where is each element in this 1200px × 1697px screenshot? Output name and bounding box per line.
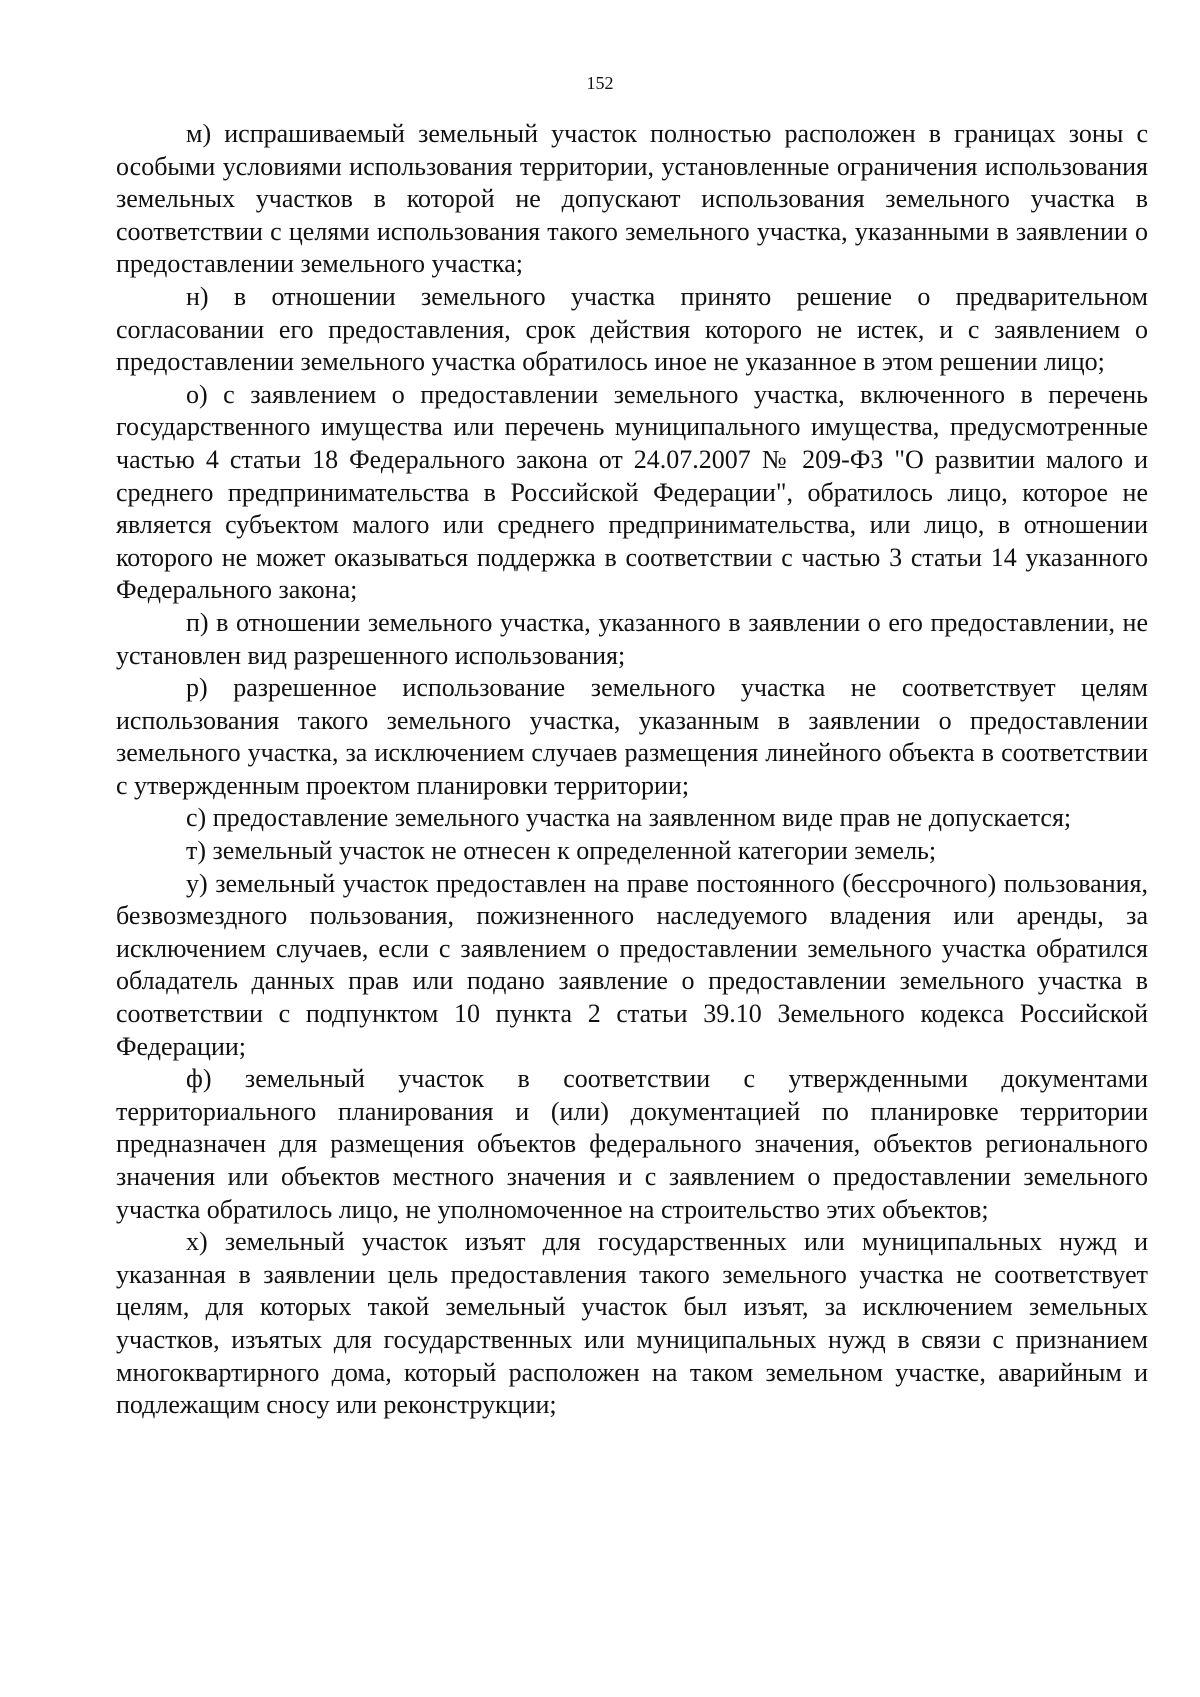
paragraph-p: п) в отношении земельного участка, указанного в заявлении о его предоставлении, не установлен вид разрешенного использования; <box>116 607 1148 670</box>
page-number: 152 <box>586 73 614 93</box>
paragraph-r: р) разрешенное использование земельного участка не соответствует целям использования такого земельного участка, указанным в заявлении о предоставлении земельного участка, за исключением случаев размещения линейного объекта в соответствии с утвержденным проектом планировки территории; <box>116 673 1148 800</box>
paragraph-n: н) в отношении земельного участка принято решение о предварительном согласовании его предоставления, срок действия которого не истек, и с заявлением о предоставлении земельного участка обратилось иное не указанное в этом решении лицо; <box>116 281 1148 377</box>
paragraph-h: х) земельный участок изъят для государственных или муниципальных нужд и указанная в заявлении цель предоставления такого земельного участка не соответствует целям, для которых такой земельный участок был изъят, за исключением земельных участков, изъятых для государственных или муниципальных нужд в связи с признанием многоквартирного дома, который расположен на таком земельном участке, аварийным и подлежащим сносу или реконструкции; <box>116 1227 1148 1420</box>
paragraph-o: о) с заявлением о предоставлении земельного участка, включенного в перечень государственного имущества или перечень муниципального имущества, предусмотренные частью 4 статьи 18 Федерального закона от 24.07.2007 № 209-ФЗ "О развитии малого и среднего предпринимательства в Российской Федерации", обратилось лицо, которое не является субъектом малого или среднего предпринимательства, или лицо, в отношении которого не может оказываться поддержка в соответствии с частью 3 статьи 14 указанного Федерального закона; <box>116 379 1148 605</box>
paragraph-f: ф) земельный участок в соответствии с утвержденными документами территориального планирования и (или) документацией по планировке территории предназначен для размещения объектов федерального значения, объектов регионального значения или объектов местного значения и с заявлением о предоставлении земельного участка обратилось лицо, не уполномоченное на строительство этих объектов; <box>116 1064 1148 1224</box>
paragraph-s: с) предоставление земельного участка на заявленном виде прав не допускается; <box>186 803 1072 833</box>
paragraph-m: м) испрашиваемый земельный участок полностью расположен в границах зоны с особыми условиями использования территории, установленные ограничения использования земельных участков в которой не допускают использования земельного участка в соответствии с целями использования такого земельного участка, указанными в заявлении о предоставлении земельного участка; <box>116 119 1148 279</box>
paragraph-t: т) земельный участок не отнесен к определенной категории земель; <box>186 836 937 866</box>
document-body <box>116 118 1148 1422</box>
paragraph-u: у) земельный участок предоставлен на праве постоянного (бессрочного) пользования, безвозмездного пользования, пожизненного наследуемого владения или аренды, за исключением случаев, если с заявлением о предоставлении земельного участка обратился обладатель данных прав или подано заявление о предоставлении земельного участка в соответствии с подпунктом 10 пункта 2 статьи 39.10 Земельного кодекса Российской Федерации; <box>116 868 1148 1061</box>
